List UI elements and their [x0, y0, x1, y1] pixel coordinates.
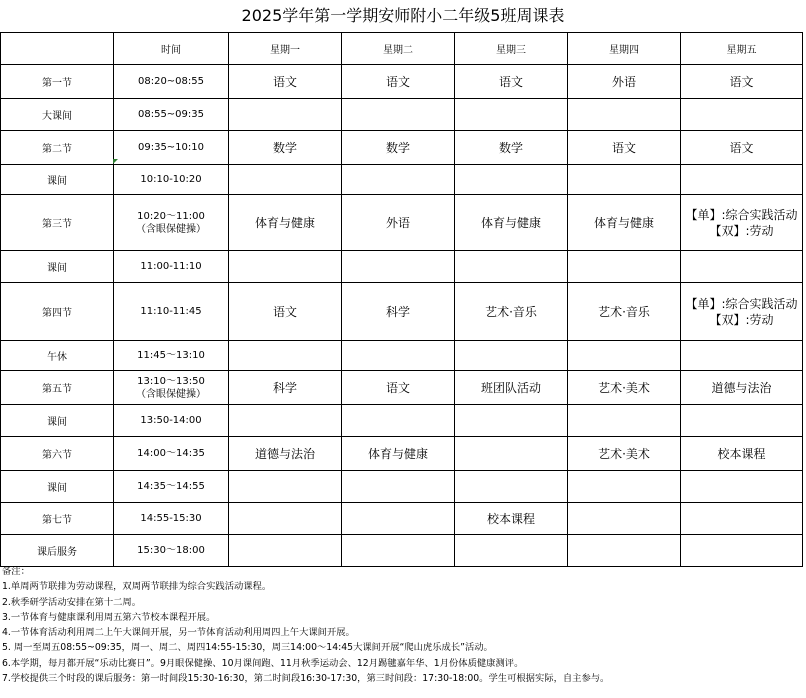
class-cell: [681, 341, 803, 371]
class-cell: [455, 251, 568, 283]
table-row: [1, 405, 803, 437]
class-cell: [455, 535, 568, 567]
class-cell: [342, 165, 455, 195]
class-cell: [342, 471, 455, 503]
note-line: 2.秋季研学活动安排在第十二周。: [2, 596, 142, 608]
subject-text: 语文: [729, 140, 754, 155]
time-line: 11:10-11:45: [140, 306, 202, 317]
column-header: 星期一: [229, 33, 342, 65]
period-label: 午休: [1, 341, 114, 371]
note-line: 1.单周两节联排为劳动课程，双周两节联排为综合实践活动课程。: [2, 581, 272, 593]
class-cell: [568, 503, 681, 535]
class-cell: [568, 371, 681, 405]
table-row: [1, 341, 803, 371]
period-time: [114, 65, 229, 99]
class-cell: [568, 283, 681, 341]
time-line: 14:35～14:55: [137, 481, 205, 492]
class-cell: [681, 371, 803, 405]
note-line: 3.一节体育与健康课利用周五第六节校本课程开展。: [2, 611, 216, 623]
class-cell: [455, 437, 568, 471]
class-cell: [342, 341, 455, 371]
subject-text: 体育与健康: [367, 446, 428, 461]
note-line: 4.一节体育活动利用周二上午大课间开展，另一节体育活动利用周四上午大课间开展。: [2, 627, 355, 639]
class-cell: [455, 471, 568, 503]
time-line: 08:20~08:55: [137, 76, 204, 87]
subject-text: 科学: [385, 304, 410, 319]
period-time: [114, 503, 229, 535]
period-label: 第二节: [1, 131, 114, 165]
class-cell: [455, 165, 568, 195]
period-time: [114, 535, 229, 567]
class-cell: [229, 437, 342, 471]
note-line: 5. 周一至周五08:55~09:35，周一、周二、周四14:55-15:30，周三14:00～14:45大课间开展“爬山虎乐成长”活动。: [2, 642, 493, 654]
class-cell: [681, 165, 803, 195]
period-label: 课间: [1, 251, 114, 283]
timetable-grid: [0, 32, 803, 567]
subject-text: 体育与健康: [254, 215, 315, 230]
class-cell: [681, 437, 803, 471]
class-cell: [455, 371, 568, 405]
class-cell: [229, 471, 342, 503]
class-cell: [229, 65, 342, 99]
table-row: [1, 65, 803, 99]
subject-text: 语文: [272, 74, 297, 89]
time-line: （含眼保健操）: [136, 388, 206, 400]
period-label: 课间: [1, 165, 114, 195]
time-line: 11:00-11:10: [140, 261, 202, 272]
subject-text: 科学: [272, 380, 297, 395]
class-cell: [568, 99, 681, 131]
period-label: 课间: [1, 405, 114, 437]
class-cell: [568, 341, 681, 371]
period-time: [114, 371, 229, 405]
table-row: [1, 437, 803, 471]
class-cell: [681, 535, 803, 567]
class-cell: [229, 131, 342, 165]
period-label: 第五节: [1, 371, 114, 405]
subject-text: 校本课程: [717, 446, 766, 461]
period-time: [114, 195, 229, 251]
subject-text: 班团队活动: [480, 380, 541, 395]
table-row: [1, 471, 803, 503]
period-time: [114, 341, 229, 371]
subject-text: 体育与健康: [593, 215, 654, 230]
column-header: 星期二: [342, 33, 455, 65]
note-line: 7.学校提供三个时段的课后服务：第一时间段15:30-16:30，第二时间段16:30-17:30，第三时间段：17:30-18:00。学生可根据实际，自主参与。: [2, 673, 610, 685]
class-cell: [455, 283, 568, 341]
class-cell: [681, 503, 803, 535]
period-time: [114, 131, 229, 165]
time-line: 13:10～13:50: [137, 375, 205, 387]
class-cell: [455, 405, 568, 437]
subject-text: 外语: [385, 215, 410, 230]
subject-text: 【单】:综合实践活动: [685, 207, 798, 222]
class-cell: [229, 341, 342, 371]
table-row: [1, 165, 803, 195]
note-line: 6.本学期，每月都开展“乐动比赛日”。9月眼保健操、10月课间跑、11月秋季运动会、12月踢毽嘉年华、1月份体质健康测评。: [2, 657, 524, 669]
subject-text: 【双】:劳动: [709, 223, 774, 238]
class-cell: [568, 437, 681, 471]
class-cell: [455, 99, 568, 131]
class-cell: [568, 65, 681, 99]
time-line: 08:55~09:35: [137, 109, 204, 120]
table-row: [1, 251, 803, 283]
subject-text: 数学: [272, 140, 297, 155]
class-cell: [455, 341, 568, 371]
table-row: [1, 195, 803, 251]
subject-text: 体育与健康: [480, 215, 541, 230]
class-cell: [455, 65, 568, 99]
class-cell: [229, 405, 342, 437]
class-cell: [342, 99, 455, 131]
subject-text: 语文: [611, 140, 636, 155]
notes-section: [0, 564, 806, 686]
period-time: [114, 165, 229, 195]
class-cell: [229, 99, 342, 131]
subject-text: 道德与法治: [711, 380, 772, 395]
subject-text: 【单】:综合实践活动: [685, 296, 798, 311]
period-label: 第一节: [1, 65, 114, 99]
class-cell: [681, 195, 803, 251]
time-line: 10:20～11:00: [137, 210, 205, 222]
period-label: 第四节: [1, 283, 114, 341]
class-cell: [568, 405, 681, 437]
header-row: [1, 33, 803, 65]
time-line: 09:35~10:10: [137, 142, 204, 153]
class-cell: [568, 535, 681, 567]
subject-text: 艺术·音乐: [598, 304, 650, 319]
class-cell: [681, 283, 803, 341]
time-line: 13:50-14:00: [140, 415, 202, 426]
class-cell: [568, 195, 681, 251]
period-time: [114, 405, 229, 437]
column-header: 星期五: [681, 33, 803, 65]
page-title: 2025学年第一学期安师附小二年级5班周课表: [241, 6, 565, 25]
table-row: [1, 283, 803, 341]
subject-text: 语文: [385, 380, 410, 395]
column-header: 星期三: [455, 33, 568, 65]
subject-text: 道德与法治: [254, 446, 315, 461]
table-row: [1, 503, 803, 535]
period-time: [114, 437, 229, 471]
period-label: 课后服务: [1, 535, 114, 567]
class-cell: [568, 471, 681, 503]
column-header: 星期四: [568, 33, 681, 65]
period-time: [114, 251, 229, 283]
period-label: 课间: [1, 471, 114, 503]
time-line: 14:00～14:35: [137, 448, 205, 459]
subject-text: 语文: [729, 74, 754, 89]
class-cell: [342, 131, 455, 165]
subject-text: 艺术·美术: [598, 380, 650, 395]
class-cell: [229, 371, 342, 405]
class-cell: [568, 131, 681, 165]
class-cell: [342, 535, 455, 567]
table-row: [1, 371, 803, 405]
class-cell: [342, 371, 455, 405]
class-cell: [568, 165, 681, 195]
time-line: 14:55-15:30: [140, 513, 202, 524]
period-label: 第六节: [1, 437, 114, 471]
class-cell: [342, 503, 455, 535]
class-cell: [342, 251, 455, 283]
time-line: （含眼保健操）: [136, 223, 206, 235]
period-time: [114, 471, 229, 503]
class-cell: [681, 131, 803, 165]
subject-text: 艺术·美术: [598, 446, 650, 461]
period-time: [114, 99, 229, 131]
class-cell: [681, 65, 803, 99]
subject-text: 外语: [611, 74, 636, 89]
class-cell: [455, 195, 568, 251]
class-cell: [229, 535, 342, 567]
table-row: [1, 131, 803, 165]
class-cell: [229, 165, 342, 195]
subject-text: 数学: [385, 140, 410, 155]
table-row: [1, 99, 803, 131]
class-cell: [229, 251, 342, 283]
class-cell: [681, 471, 803, 503]
class-cell: [342, 195, 455, 251]
subject-text: 语文: [272, 304, 297, 319]
class-cell: [455, 503, 568, 535]
class-cell: [342, 65, 455, 99]
period-label: 第三节: [1, 195, 114, 251]
cell-comment-marker: [113, 159, 118, 164]
time-line: 15:30～18:00: [137, 545, 205, 556]
notes-heading: 备注：: [2, 566, 30, 577]
column-header: 时间: [114, 33, 229, 65]
class-cell: [681, 251, 803, 283]
class-cell: [342, 437, 455, 471]
class-cell: [681, 405, 803, 437]
subject-text: 语文: [498, 74, 523, 89]
table-row: [1, 535, 803, 567]
subject-text: 【双】:劳动: [709, 312, 774, 327]
class-cell: [229, 283, 342, 341]
subject-text: 数学: [498, 140, 523, 155]
subject-text: 语文: [385, 74, 410, 89]
subject-text: 校本课程: [486, 511, 535, 526]
class-cell: [568, 251, 681, 283]
header-corner: [1, 33, 114, 65]
time-line: 10:10-10:20: [140, 174, 202, 185]
class-cell: [229, 503, 342, 535]
period-label: 第七节: [1, 503, 114, 535]
class-cell: [455, 131, 568, 165]
class-cell: [229, 195, 342, 251]
subject-text: 艺术·音乐: [485, 304, 537, 319]
period-time: [114, 283, 229, 341]
time-line: 11:45～13:10: [137, 350, 205, 361]
class-cell: [342, 283, 455, 341]
class-cell: [681, 99, 803, 131]
period-label: 大课间: [1, 99, 114, 131]
class-cell: [342, 405, 455, 437]
